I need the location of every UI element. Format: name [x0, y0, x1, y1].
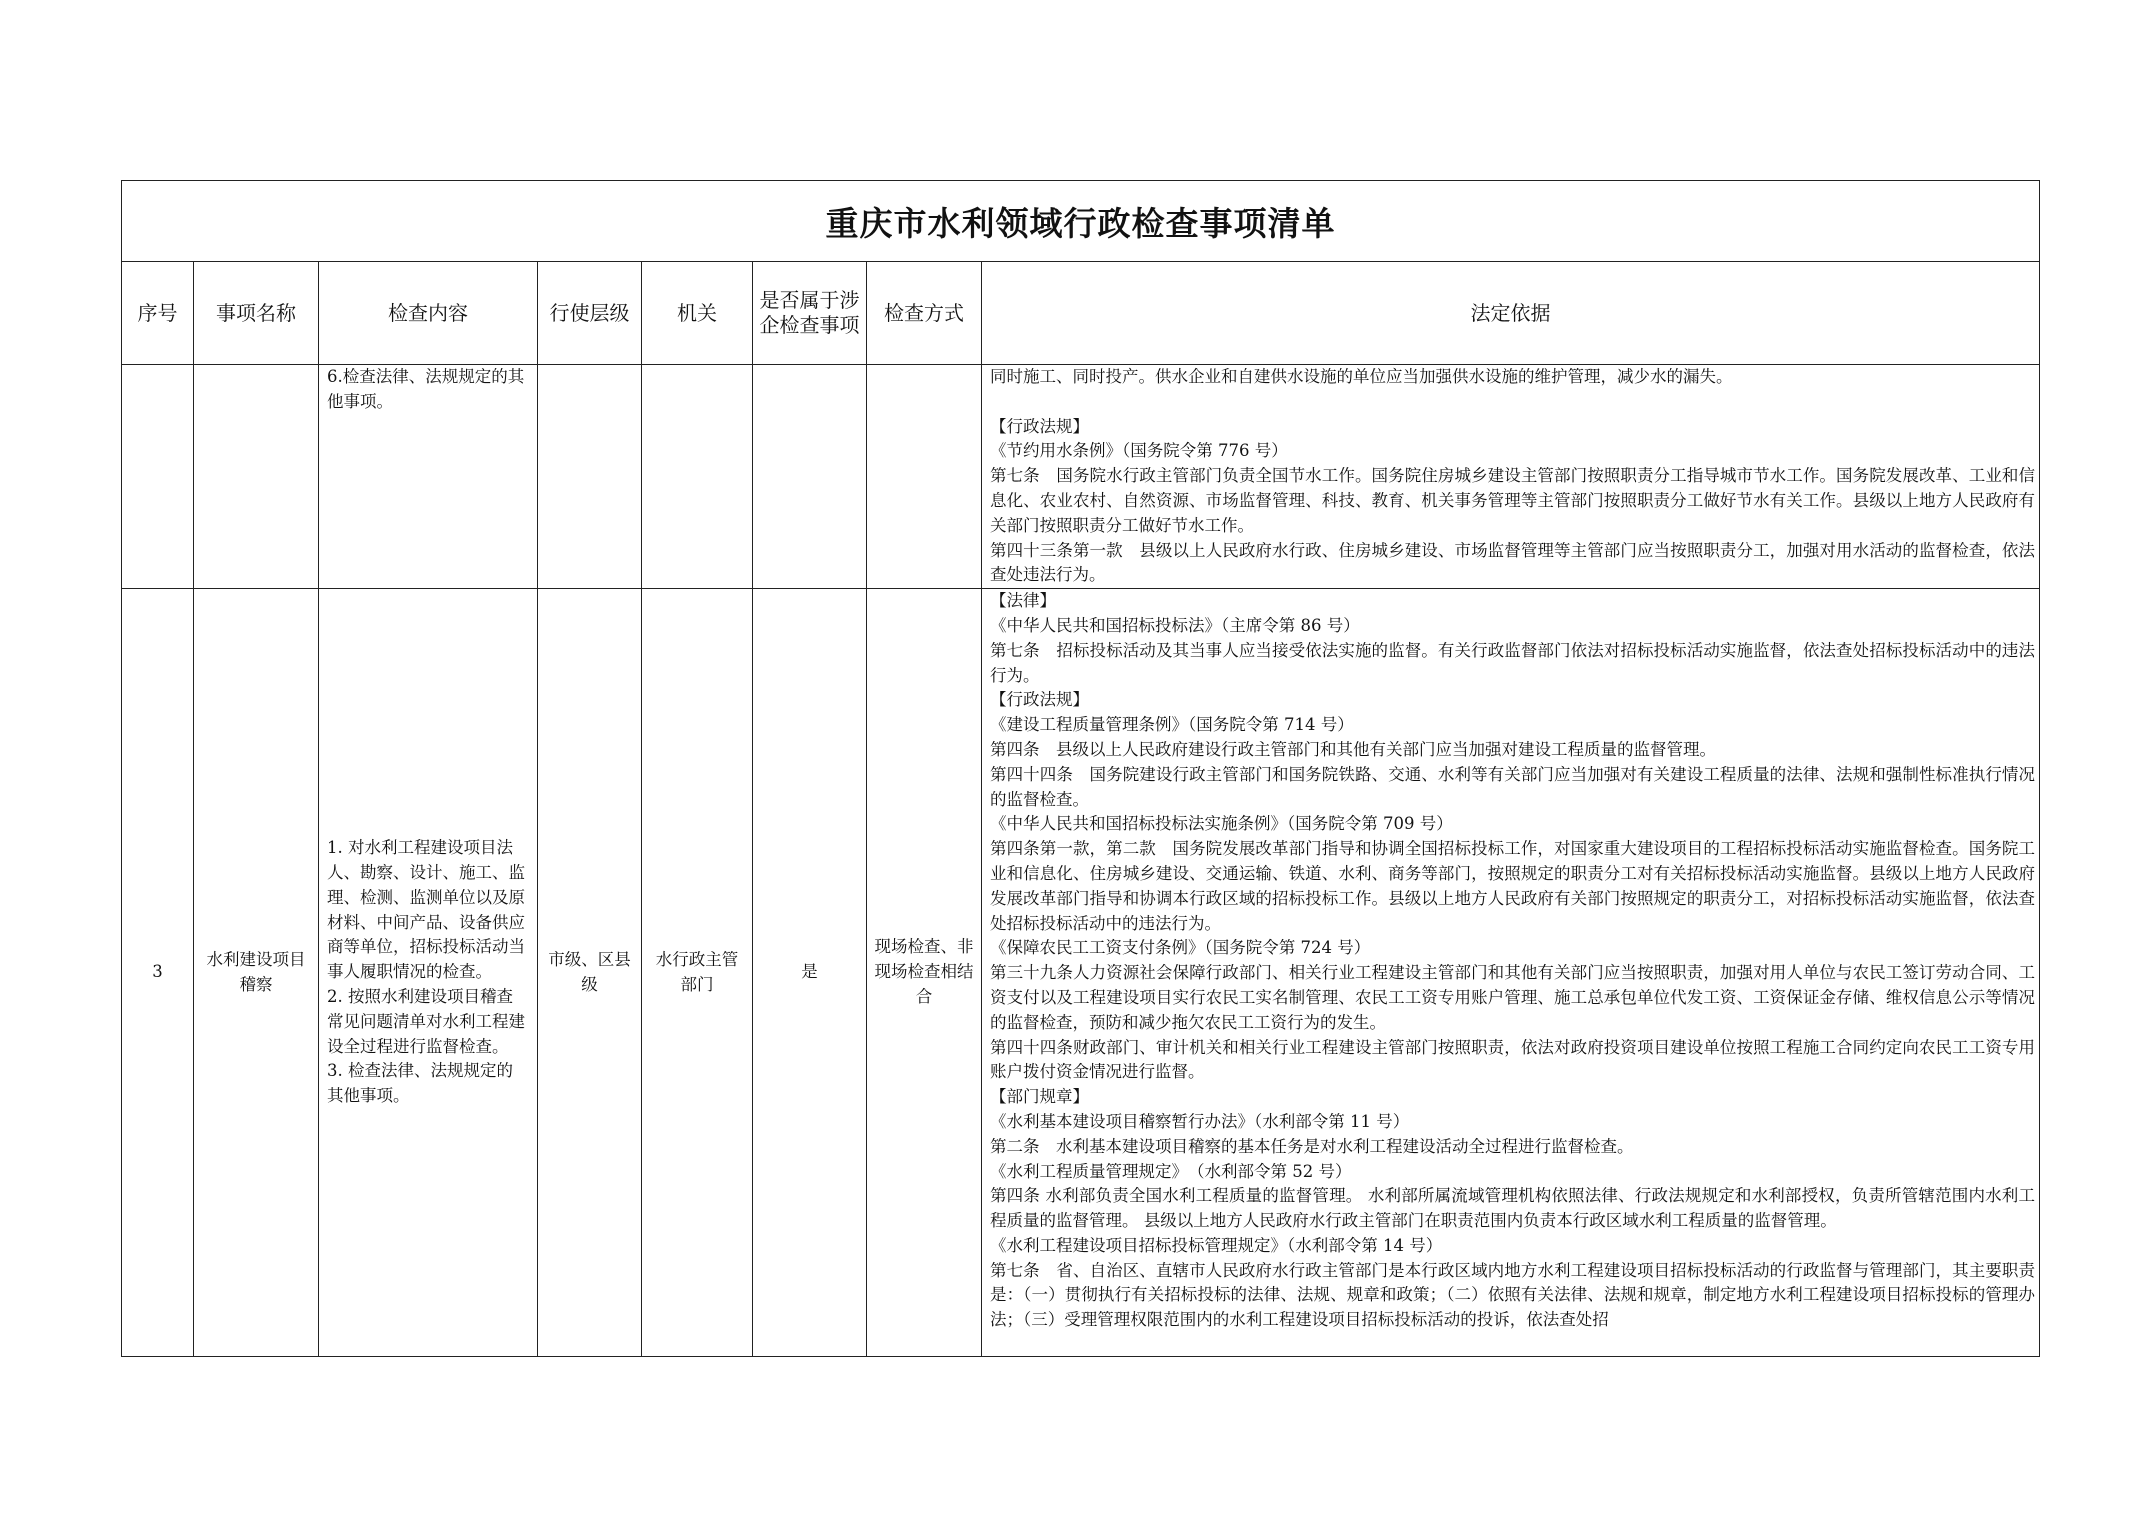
- basis-line: 《建设工程质量管理条例》（国务院令第 714 号）: [990, 715, 1354, 735]
- basis-line: 同时施工、同时投产。供水企业和自建供水设施的单位应当加强供水设施的维护管理，减少水的漏失。: [990, 367, 1733, 386]
- row-enterprise: [753, 365, 867, 589]
- row-content: [319, 589, 538, 1357]
- content-line: 2. 按照水利建设项目稽查常见问题清单对水利工程建设全过程进行监督检查。: [327, 987, 525, 1056]
- basis-line: 【行政法规】: [990, 416, 1089, 436]
- row-enterprise: 是: [753, 589, 867, 1357]
- header-method: 检查方式: [867, 262, 982, 365]
- header-basis: 法定依据: [982, 262, 2040, 365]
- header-name: 事项名称: [194, 262, 319, 365]
- inspection-table: [121, 180, 2040, 1357]
- basis-line: 第四条 水利部负责全国水利工程质量的监督管理。 水利部所属流域管理机构依照法律、行政法规规定和水利部授权，负责所管辖范围内水利工程质量的监督管理。 县级以上地方人民政府水行政主管部门在职责范围内负责本行政区域水利工程质量的监督管理。: [990, 1186, 2035, 1231]
- inspection-list-sheet: [121, 180, 2039, 1357]
- basis-line: 【行政法规】: [990, 690, 1089, 710]
- row-org: [642, 365, 753, 589]
- basis-line: 第四十三条第一款 县级以上人民政府水行政、住房城乡建设、市场监督管理等主管部门应当按照职责分工，加强对用水活动的监督检查，依法查处违法行为。: [990, 540, 2035, 585]
- row-content: [319, 365, 538, 589]
- header-level: 行使层级: [538, 262, 642, 365]
- row-method: [867, 365, 982, 589]
- row-level: 市级、区县级: [538, 589, 642, 1357]
- basis-line: 第七条 国务院水行政主管部门负责全国节水工作。国务院住房城乡建设主管部门按照职责分工指导城市节水工作。国务院发展改革、工业和信息化、农业农村、自然资源、市场监督管理、科技、教育、机关事务管理等主管部门按照职责分工做好节水有关工作。县级以上地方人民政府有关部门按照职责分工做好节水工作。: [990, 466, 2035, 535]
- basis-blank-line: [990, 390, 2035, 415]
- header-enterprise: 是否属于涉企检查事项: [753, 262, 867, 365]
- basis-line: 《水利工程建设项目招标投标管理规定》（水利部令第 14 号）: [990, 1235, 1443, 1255]
- row-basis: [982, 365, 2040, 589]
- basis-line: 《节约用水条例》（国务院令第 776 号）: [990, 441, 1288, 461]
- header-row: [122, 262, 2040, 365]
- row-seq: [122, 365, 194, 589]
- basis-line: 第二条 水利基本建设项目稽察的基本任务是对水利工程建设活动全过程进行监督检查。: [990, 1136, 1634, 1156]
- row-seq: 3: [122, 589, 194, 1357]
- row-org: 水行政主管部门: [642, 589, 753, 1357]
- row-name: [194, 365, 319, 589]
- content-line: 6.检查法律、法规规定的其他事项。: [327, 367, 525, 411]
- basis-line: 第七条 省、自治区、直辖市人民政府水行政主管部门是本行政区域内地方水利工程建设项目招标投标活动的行政监督与管理部门，其主要职责是：（一）贯彻执行有关招标投标的法律、法规、规章和政策；（二）依照有关法律、法规和规章，制定地方水利工程建设项目招标投标的管理办法；（三）受理管理权限范围内的水利工程建设项目招标投标活动的投诉，依法查处招: [990, 1260, 2035, 1330]
- row-name: 水利建设项目稽察: [194, 589, 319, 1357]
- basis-line: 【部门规章】: [990, 1087, 1089, 1107]
- basis-line: 第七条 招标投标活动及其当事人应当接受依法实施的监督。有关行政监督部门依法对招标投标活动实施监督，依法查处招标投标活动中的违法行为。: [990, 640, 2035, 685]
- basis-line: 第三十九条人力资源社会保障行政部门、相关行业工程建设主管部门和其他有关部门应当按照职责，加强对用人单位与农民工签订劳动合同、工资支付以及工程建设项目实行农民工实名制管理、农民工工资专用账户管理、施工总承包单位代发工资、工资保证金存储、维权信息公示等情况的监督检查，预防和减少拖欠农民工工资行为的发生。: [990, 963, 2035, 1032]
- document-title: 重庆市水利领域行政检查事项清单: [122, 181, 2040, 262]
- row-basis: [982, 589, 2040, 1357]
- table-row: [122, 589, 2040, 1357]
- basis-line: 《水利工程质量管理规定》 （水利部令第 52 号）: [990, 1161, 1352, 1181]
- basis-line: 《中华人民共和国招标投标法》（主席令第 86 号）: [990, 615, 1360, 635]
- basis-line: 《水利基本建设项目稽察暂行办法》（水利部令第 11 号）: [990, 1111, 1410, 1131]
- basis-line: 第四十四条 国务院建设行政主管部门和国务院铁路、交通、水利等有关部门应当加强对有关建设工程质量的法律、法规和强制性标准执行情况的监督检查。: [990, 764, 2035, 809]
- basis-line: 《保障农民工工资支付条例》（国务院令第 724 号）: [990, 938, 1371, 958]
- header-content: 检查内容: [319, 262, 538, 365]
- table-row: [122, 365, 2040, 589]
- basis-line: 第四条 县级以上人民政府建设行政主管部门和其他有关部门应当加强对建设工程质量的监督管理。: [990, 739, 1716, 759]
- header-seq: 序号: [122, 262, 194, 365]
- basis-line: 【法律】: [990, 591, 1056, 611]
- basis-line: 第四条第一款，第二款 国务院发展改革部门指导和协调全国招标投标工作，对国家重大建设项目的工程招标投标活动实施监督检查。国务院工业和信息化、住房城乡建设、交通运输、铁道、水利、商务等部门，按照规定的职责分工对有关招标投标活动实施监督。县级以上地方人民政府发展改革部门指导和协调本行政区域的招标投标工作。县级以上地方人民政府有关部门按照规定的职责分工，对招标投标活动实施监督，依法查处招标投标活动中的违法行为。: [990, 839, 2035, 933]
- basis-line: 第四十四条财政部门、审计机关和相关行业工程建设主管部门按照职责，依法对政府投资项目建设单位按照工程施工合同约定向农民工工资专用账户拨付资金情况进行监督。: [990, 1037, 2035, 1082]
- content-line: 1. 对水利工程建设项目法人、勘察、设计、施工、监理、检测、监测单位以及原材料、中间产品、设备供应商等单位，招标投标活动当事人履职情况的检查。: [327, 838, 525, 982]
- row-level: [538, 365, 642, 589]
- content-line: 3. 检查法律、法规规定的其他事项。: [327, 1061, 513, 1106]
- header-org: 机关: [642, 262, 753, 365]
- basis-line: 《中华人民共和国招标投标法实施条例》（国务院令第 709 号）: [990, 814, 1453, 834]
- row-method: 现场检查、非现场检查相结合: [867, 589, 982, 1357]
